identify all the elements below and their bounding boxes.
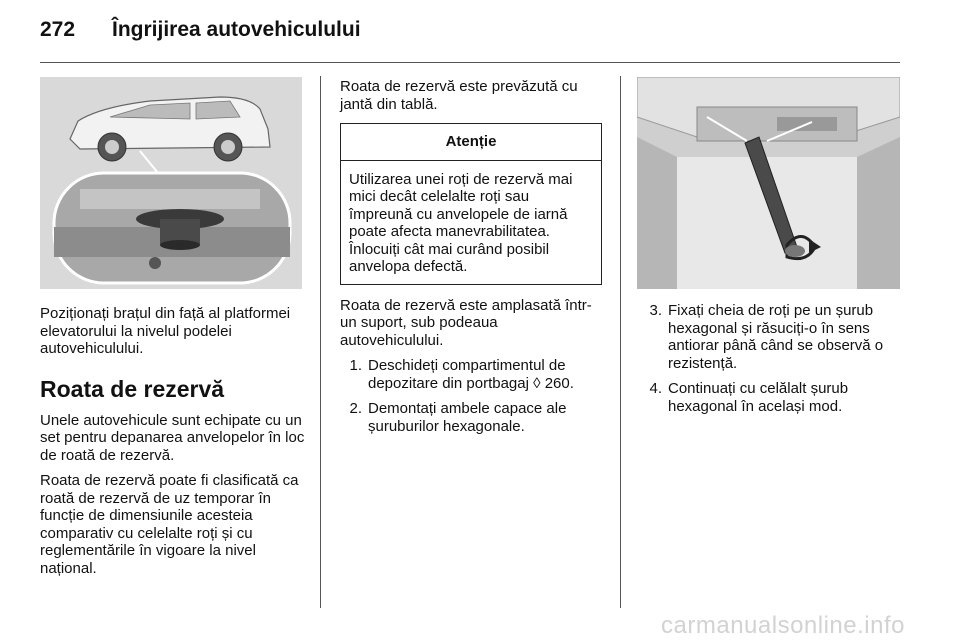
step-item <box>640 380 905 415</box>
step-item <box>340 400 605 435</box>
paragraph-steel-rim: Roata de rezervă este prevăzută cu jantă din tablă. <box>340 78 578 113</box>
right-column <box>640 302 905 423</box>
step-text: Demontați ambele capace ale șuruburilor hexagonale. <box>368 400 567 435</box>
steps-list-2 <box>640 302 905 415</box>
watermark: carmanualsonline.info <box>661 612 905 639</box>
page-reference-icon: ◊ <box>533 374 541 392</box>
step-text: Deschideți compartimentul de depozitare din portbagaj <box>368 357 566 392</box>
car-lift-illustration <box>40 77 302 289</box>
car-lift-drawing <box>40 77 302 289</box>
spare-wheel-wrench-illustration <box>637 77 900 289</box>
step-item <box>340 357 605 392</box>
page-number: 272 <box>40 18 76 41</box>
section-heading: Roata de rezervă <box>40 375 225 402</box>
figure-caption: Poziționați brațul din față al platformei elevatorului la nivelul podelei autovehiculului. <box>40 305 291 357</box>
paragraph-temporary-wheel: Roata de rezervă poate fi clasificată ca roată de rezervă de uz temporar în funcție de dimensiunile acesteia comparativ cu celelalte roți și cu reglementările în vigoare la nivel național. <box>40 472 299 577</box>
header-rule <box>40 62 900 63</box>
paragraph-location: Roata de rezervă este amplasată într-un suport, sub podeaua autovehiculului. <box>340 296 592 349</box>
warning-body: Utilizarea unei roți de rezervă mai mici decât celelalte roți sau împreună cu anvelopele de iarnă poate afecta manevrabilitatea. Înlocuiți cât mai curând posibil anvelopa defectă. <box>349 170 573 275</box>
middle-column <box>340 78 605 443</box>
step-number: 4. <box>649 380 662 397</box>
left-column <box>40 305 305 585</box>
trunk-wrench-drawing <box>637 77 900 289</box>
step-item <box>640 302 905 372</box>
warning-box <box>340 123 602 285</box>
step-text: Fixați cheia de roți pe un șurub hexagonal și răsuciți-o în sens antiorar până când se observă o rezistență. <box>668 302 884 372</box>
warning-title: Atenție <box>341 124 601 161</box>
column-divider-2 <box>620 76 621 608</box>
column-divider-1 <box>320 76 321 608</box>
page-header <box>40 18 361 42</box>
paragraph-sealant-kit: Unele autovehicule sunt echipate cu un set pentru depanarea anvelopelor în loc de roată de rezervă. <box>40 411 305 464</box>
step-number: 3. <box>649 302 662 319</box>
step-number: 1. <box>349 357 362 374</box>
page-reference-link[interactable]: 260. <box>544 374 574 392</box>
chapter-title: Îngrijirea autovehiculului <box>112 18 361 41</box>
step-number: 2. <box>349 400 362 417</box>
step-text: Continuați cu celălalt șurub hexagonal în același mod. <box>668 380 849 415</box>
steps-list-1 <box>340 357 605 435</box>
